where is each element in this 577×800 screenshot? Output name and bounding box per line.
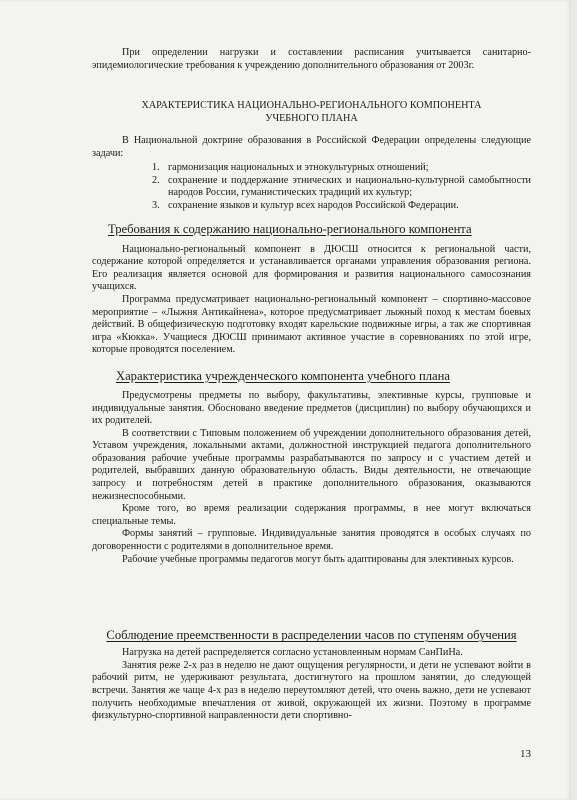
list-item [92, 175, 531, 200]
list-item [92, 162, 531, 175]
section-heading-continuity: Соблюдение преемственности в распределении часов по ступеням обучения [106, 628, 517, 643]
page-content [92, 47, 531, 723]
page-number: 13 [520, 748, 531, 760]
paragraph: Нагрузка на детей распределяется согласно установленным нормам СанПиНа. [122, 647, 463, 659]
section-heading-requirements: Требования к содержанию национально-регионального компонента [108, 221, 472, 236]
doctrine-lead-paragraph: В Национальной доктрине образования в Российской Федерации определены следующие задачи: [92, 135, 531, 159]
paragraph: Предусмотрены предметы по выбору, факультативы, элективные курсы, групповые и индивидуальные занятия. Обосновано введение предметов (дисциплин) по выбору обучающихся и их родителей. [92, 389, 531, 427]
section-heading-regional: ХАРАКТЕРИСТИКА НАЦИОНАЛЬНО-РЕГИОНАЛЬНОГО КОМПОНЕНТА УЧЕБНОГО ПЛАНА [141, 100, 482, 124]
paragraph: Программа предусматривает национально-региональный компонент – спортивно-массовое мероприятие – «Лыжня Антикайнена», которое предусматривает лыжный поход к местам боевых действий. В общефизическую подготовку входят карельские подвижные игры, а так же спортивная игра «Кюкка». Учащиеся ДЮСШ принимают активное участие в соревнованиях по этой игре, которые проводятся поселением. [92, 293, 531, 356]
section-heading-institutional: Характеристика учрежденческого компонента учебного плана [116, 368, 450, 383]
paragraph: В соответствии с Типовым положением об учреждении дополнительного образования детей, Уставом учреждения, локальными актами, должностной инструкцией педагога дополнительного образования рабочие учебные программы разрабатываются по запросу и с участием детей и родителей, выбравших данную образовательную область. Виды деятельности, не отвечающие запросу и потребностям детей в практике дополнительного образования, оказываются нежизнеспособными. [92, 427, 531, 502]
paragraph: Занятия реже 2-х раз в неделю не дают ощущения регулярности, и дети не успевают войти в рабочий ритм, не удерживают результата, достигнутого на прошлом занятии, до следующей встречи. Занятия же чаще 4-х раз в неделю переутомляют детей, что очень важно, дети не успевают получить необходимые впечатления от живой, окружающей их жизни. Поэтому в программе физкультурно-спортивной направленности дети спортивно- [92, 659, 531, 722]
intro-paragraph: При определении нагрузки и составлении расписания учитывается санитарно-эпидемиологические требования к учреждению дополнительного образования от 2003г. [92, 47, 531, 71]
list-item-text: сохранение языков и культур всех народов Российской Федерации. [168, 199, 459, 211]
list-item-number: 3. [152, 199, 160, 211]
list-item-number: 2. [152, 174, 160, 186]
list-item-text: гармонизация национальных и этнокультурных отношений; [168, 162, 429, 174]
list-item-number: 1. [152, 162, 160, 174]
paragraph: Кроме того, во время реализации содержания программы, в нее могут включаться специальные темы. [92, 503, 531, 527]
paragraph: Национально-региональный компонент в ДЮСШ относится к региональной части, содержание которой определяется и устанавливается органами управления образования региона. Его реализация является основой для формирования и развития национального самосознания учащихся. [92, 243, 531, 293]
tasks-list [92, 162, 531, 212]
list-item-text: сохранение и поддержание этнических и национально-культурной самобытности народов России, гуманистических традиций их культур; [168, 174, 531, 199]
paragraph: Рабочие учебные программы педагогов могут быть адаптированы для элективных курсов. [122, 553, 514, 565]
paragraph: Формы занятий – групповые. Индивидуальные занятия проводятся в особых случаях по договоренности с родителями в дополнительное время. [92, 528, 531, 553]
list-item [92, 200, 531, 213]
